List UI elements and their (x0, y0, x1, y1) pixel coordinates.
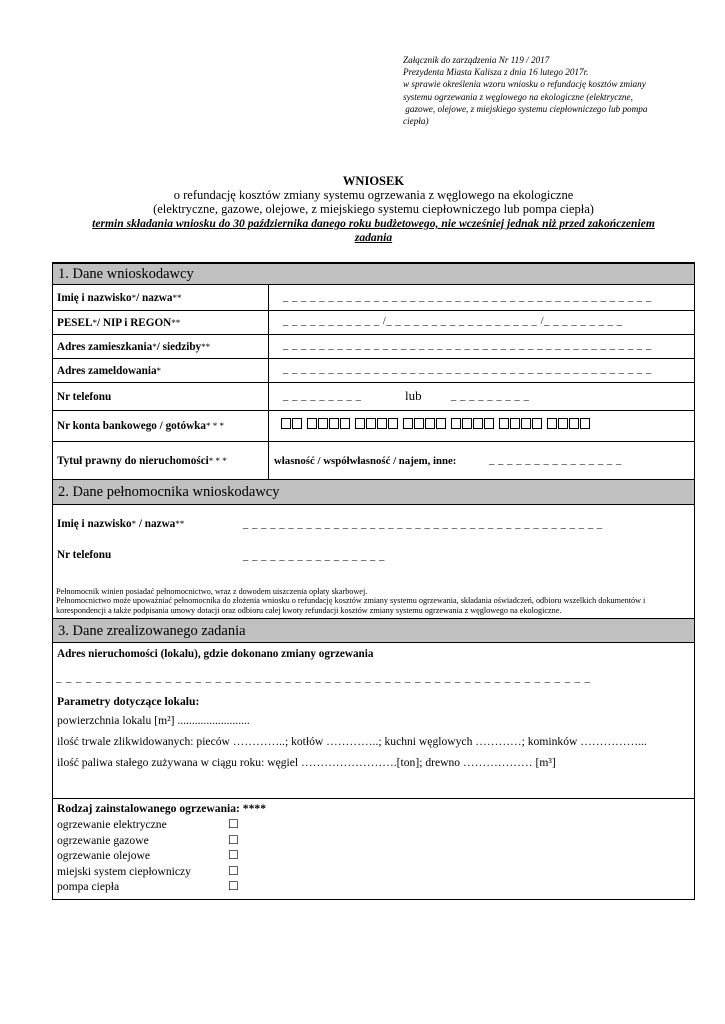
label-registered-address: Adres zameldowania * (53, 359, 269, 382)
section-2-heading: 2. Dane pełnomocnika wnioskodawcy (53, 480, 694, 505)
name-field[interactable]: _ _ _ _ _ _ _ _ _ _ _ _ _ _ _ _ _ _ _ _ _ _ _ _ _ _ _ _ _ _ _ _ _ _ _ _ _ _ _ _ _ (283, 292, 652, 303)
label-pesel: PESEL * / NIP i REGON ** (53, 311, 269, 334)
header-note-line: systemu ogrzewania z węglowego na ekologiczne (elektryczne, (403, 91, 633, 102)
bank-account-boxes[interactable] (281, 418, 595, 429)
proxy-name-field[interactable]: _ _ _ _ _ _ _ _ _ _ _ _ _ _ _ _ _ _ _ _ _ _ _ _ _ _ _ _ _ _ _ _ _ _ _ _ _ _ _ _ (243, 519, 603, 530)
checkbox-district-heating[interactable]: ☐ (228, 864, 239, 878)
removed-devices-line[interactable]: ilość trwale zlikwidowanych: pieców …………..; kotłów …………..; kuchni węglowych …………; kominków ……………... (57, 735, 647, 748)
label-address: Adres zamieszkania * / siedziby ** (53, 335, 269, 358)
option-electric: ogrzewanie elektryczne (57, 818, 167, 831)
phone-field-2[interactable]: _ _ _ _ _ _ _ _ _ (451, 391, 530, 402)
label-bank-account: Nr konta bankowego / gotówka * * * (53, 411, 269, 441)
other-title-field[interactable]: _ _ _ _ _ _ _ _ _ _ _ _ _ _ _ (489, 455, 622, 466)
header-note-line: Prezydenta Miasta Kalisza z dnia 16 lutego 2017r. (403, 67, 589, 78)
row-phone (53, 383, 694, 411)
proxy-phone-field[interactable]: _ _ _ _ _ _ _ _ _ _ _ _ _ _ _ _ (243, 551, 385, 562)
checkbox-gas[interactable]: ☐ (228, 833, 239, 847)
option-oil: ogrzewanie olejowe (57, 849, 151, 862)
proxy-phone-label: Nr telefonu (57, 549, 112, 561)
document-subtitle-2: (elektryczne, gazowe, olejowe, z miejskiego systemu ciepłowniczego lub pompa ciepła) (153, 202, 594, 216)
row-registered-address (53, 359, 694, 383)
section-3-heading: 3. Dane zrealizowanego zadania (53, 618, 694, 643)
title-block (52, 174, 695, 245)
phone-or-label: lub (405, 388, 422, 403)
label-legal-title: Tytuł prawny do nieruchomości * * * (53, 442, 269, 479)
row-name (53, 285, 694, 311)
checkbox-heat-pump[interactable]: ☐ (228, 879, 239, 893)
deadline-note-2: zadania (354, 231, 393, 244)
proxy-name-label: Imię i nazwisko* / nazwa** (57, 518, 185, 530)
header-note-line: Załącznik do zarządzenia Nr 119 / 2017 (403, 55, 550, 65)
property-address-label: Adres nieruchomości (lokalu), gdzie dokonano zmiany ogrzewania (57, 648, 374, 660)
document-title: WNIOSEK (342, 174, 405, 188)
divider (53, 798, 694, 799)
label-phone: Nr telefonu (53, 383, 269, 410)
header-note-line: ciepła) (403, 116, 429, 127)
option-district-heating: miejski system ciepłowniczy (57, 865, 191, 878)
proxy-note-2: Pełnomocnictwo może upoważniać pełnomocnika do złożenia wniosku o refundację kosztów zmiany systemu ogrzewania, składania oświadczeń, odbioru wszelkich dokumentów i korespondencji a także podpisania umowy dotacji oraz odbioru całej kwoty refundacji kosztów zmiany systemu ogrzewania z węglowego na ekologiczne. (56, 596, 646, 615)
option-heat-pump: pompa ciepła (57, 880, 120, 893)
proxy-note-1: Pełnomocnik winien posiadać pełnomocnictwo, wraz z dowodem uiszczenia opłaty skarbowej. (56, 587, 368, 596)
phone-field-1[interactable]: _ _ _ _ _ _ _ _ _ (283, 391, 362, 402)
params-label: Parametry dotyczące lokalu: (57, 695, 200, 708)
registered-address-field[interactable]: _ _ _ _ _ _ _ _ _ _ _ _ _ _ _ _ _ _ _ _ _ _ _ _ _ _ _ _ _ _ _ _ _ _ _ _ _ _ _ _ _ (283, 364, 652, 375)
checkbox-electric[interactable]: ☐ (228, 817, 239, 831)
option-gas: ogrzewanie gazowe (57, 834, 149, 847)
row-bank-account (53, 411, 694, 442)
row-pesel (53, 311, 694, 335)
deadline-note: termin składania wniosku do 30 października danego roku budżetowego, nie wcześniej jednak niż przed zakończeniem (92, 217, 655, 230)
header-note-line: gazowe, olejowe, z miejskiego systemu ciepłowniczego lub pompa (403, 103, 648, 114)
header-note (403, 54, 703, 127)
checkbox-oil[interactable]: ☐ (228, 848, 239, 862)
fuel-usage-line[interactable]: ilość paliwa stałego zużywana w ciągu roku: węgiel …………………….[ton]; drewno ……………… [m³] (57, 756, 556, 769)
row-address (53, 335, 694, 359)
ownership-options: własność / współwłasność / najem, inne: (274, 455, 457, 467)
address-field[interactable]: _ _ _ _ _ _ _ _ _ _ _ _ _ _ _ _ _ _ _ _ _ _ _ _ _ _ _ _ _ _ _ _ _ _ _ _ _ _ _ _ _ (283, 340, 652, 351)
property-address-field[interactable]: _ _ _ _ _ _ _ _ _ _ _ _ _ _ _ _ _ _ _ _ _ _ _ _ _ _ _ _ _ _ _ _ _ _ _ _ _ _ _ _ _ _ _ _ _ _ _ _ _ _ _ _ _ _ (56, 673, 591, 684)
area-line[interactable]: powierzchnia lokalu [m²] ......................... (57, 714, 250, 727)
application-form (52, 262, 695, 900)
section-1-heading: 1. Dane wnioskodawcy (53, 263, 694, 285)
pesel-nip-regon-field[interactable]: _ _ _ _ _ _ _ _ _ _ _ /_ _ _ _ _ _ _ _ _ _ _ _ _ _ _ _ _ /_ _ _ _ _ _ _ _ _ (283, 316, 623, 327)
document-subtitle: o refundację kosztów zmiany systemu ogrzewania z węglowego na ekologiczne (173, 188, 574, 202)
row-legal-title (53, 442, 694, 480)
header-note-line: w sprawie określenia wzoru wniosku o refundację kosztów zmiany (403, 79, 646, 90)
heating-type-label: Rodzaj zainstalowanego ogrzewania: **** (57, 802, 266, 815)
label-name: Imię i nazwisko * / nazwa ** (53, 285, 269, 310)
